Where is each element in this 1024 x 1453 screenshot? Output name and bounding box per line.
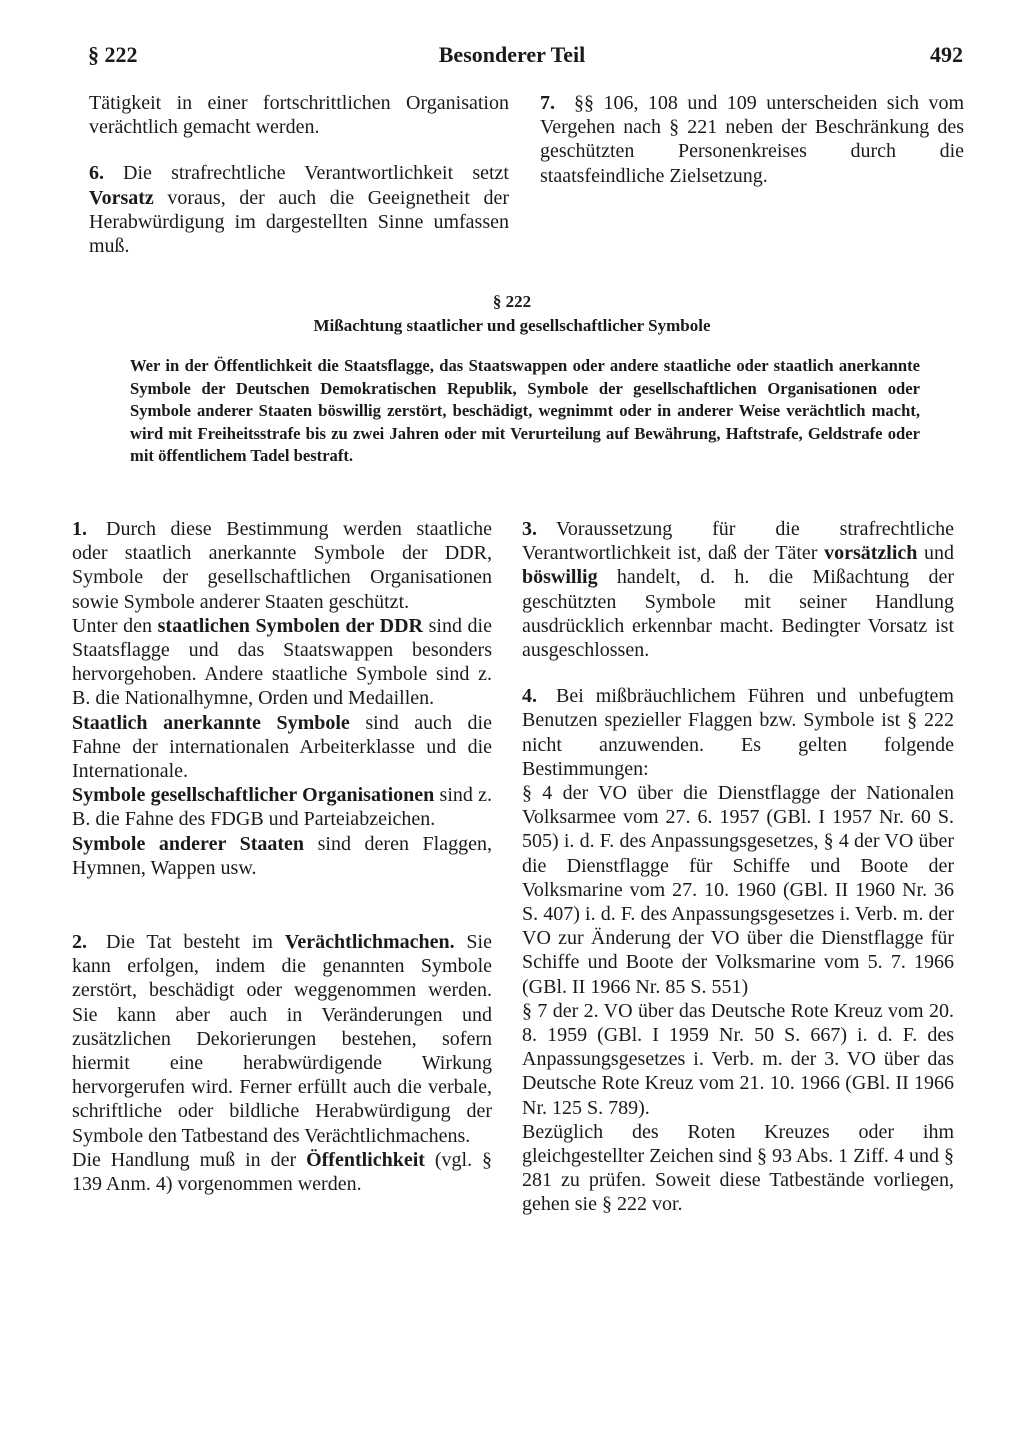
text-emphasis: Staatlich anerkannte Symbole [72, 711, 350, 734]
note-number: 4. [522, 685, 537, 708]
note-text: Bei mißbräuchlichem Führen und unbefugtem Benutzen spezieller Flaggen bzw. Symbole ist § 222 nicht anzuwenden. Es gelten folgende Bestimmungen: [522, 685, 954, 780]
header-section-number: § 222 [88, 42, 138, 67]
text-run: Die Tat besteht im [106, 931, 285, 954]
note-7 [540, 91, 964, 188]
note-paragraph [72, 711, 492, 784]
header-title: Besonderer Teil [438, 42, 586, 67]
law-text: Wer in der Öffentlichkeit die Staatsflagge, das Staatswappen oder andere staatliche oder staatlich anerkannte Symbole der Deutschen Demokratischen Republik, Symbole der gesellschaftlichen Organisationen oder Symbole anderer Staaten böswillig zerstört, beschädigt, wegnimmt oder in anderer Weise verächtlich macht, wird mit Freiheitsstrafe bis zu zwei Jahren oder mit Verurteilung auf Bewährung, Haftstrafe, Geldstrafe oder mit öffentlichem Tadel bestraft. [130, 356, 920, 466]
top-left-column [89, 91, 509, 258]
text-run: Unter den [72, 614, 158, 637]
text-emphasis: vorsätzlich [824, 542, 918, 565]
regulation-reference: Bezüglich des Roten Kreuzes oder ihm gleichgestellter Zeichen sind § 93 Abs. 1 Ziff. 4 und § 281 zu prüfen. Soweit diese Tatbestände vorliegen, gehen sie § 222 vor. [522, 1120, 954, 1216]
text-emphasis: Symbole anderer Staaten [72, 832, 305, 855]
note-number: 6. [89, 162, 104, 185]
text-emphasis: Symbole gesellschaftlicher Organisationen [72, 784, 435, 807]
note-paragraph [72, 832, 492, 880]
law-title: Mißachtung staatlicher und gesellschaftlicher Symbole [313, 316, 711, 335]
note-text: §§ 106, 108 und 109 unterscheiden sich vom Vergehen nach § 221 neben der Beschränkung des geschützten Personenkreises durch die staatsfeindliche Zielsetzung. [540, 92, 964, 187]
text-run: sind z. B. die Fahne des FDGB und Parteiabzeichen. [72, 784, 492, 831]
note-number: 7. [540, 92, 555, 114]
note-6 [89, 161, 509, 258]
note-1 [72, 517, 492, 614]
note-number: 1. [72, 518, 87, 540]
text-run: Sie kann erfolgen, indem die genannten Symbole zerstört, beschädigt oder weggenommen werden. Sie kann aber auch in Veränderungen und zusätzlichen Dekorierungen bestehen, sofern hiermit eine herabwürdigende Wirkung hervorgerufen wird. Ferner erfüllt auch die verbale, schriftliche oder bildliche Herabwürdigung der Symbole den Tatbestand des Verächtlichmachens. [72, 931, 492, 1147]
note-number: 3. [522, 518, 537, 540]
regulation-reference: § 4 der VO über die Dienstflagge der Nationalen Volksarmee vom 27. 6. 1957 (GBl. I 1957 Nr. 60 S. 505) i. d. F. des Anpassungsgesetzes, § 4 der VO über die Dienstflagge für Schiffe und Boote der Volksmarine vom 27. 10. 1960 (GBl. II 1960 Nr. 36 S. 407) i. d. F. des Anpassungsgesetzes i. Verb. m. der VO zur Änderung der VO über die Dienstflagge für Schiffe und Boote der Volksmarine vom 5. 7. 1966 (GBl. II 1966 Nr. 85 S. 551) [522, 782, 954, 998]
page-number: 492 [930, 42, 963, 67]
bottom-left-column [72, 517, 492, 1196]
text-run: und [917, 542, 954, 565]
law-section-number: § 222 [492, 292, 532, 311]
text-run: handelt, d. h. die Mißachtung der geschützten Symbole mit seiner Handlung ausdrücklich erkennbar macht. Bedingter Vorsatz ist ausgeschlossen. [522, 566, 954, 662]
text-emphasis: böswillig [522, 566, 598, 589]
note-paragraph [72, 783, 492, 831]
note-number: 2. [72, 931, 87, 954]
text-emphasis: staatlichen Symbolen der DDR [157, 614, 423, 637]
text-emphasis: Verächtlichmachen. [284, 931, 455, 954]
note-paragraph [72, 614, 492, 711]
note-text: voraus, der auch die Geeignetheit der Herabwürdigung im dargestellten Sinne umfassen muß. [89, 186, 509, 258]
law-heading [0, 290, 1024, 338]
note-paragraph [72, 1148, 492, 1196]
note-4 [522, 684, 954, 781]
text-run: sind die Staatsflagge und das Staatswappen besonders hervorgehoben. Andere staatliche Symbole sind z. B. die Nationalhymne, Orden und Medaillen. [72, 614, 492, 710]
text-run: Voraussetzung für die strafrechtliche Verantwortlichkeit ist, daß der Täter [522, 518, 954, 565]
text-emphasis: Öffentlichkeit [306, 1148, 425, 1171]
text-run: (vgl. § 139 Anm. 4) vorgenommen werden. [72, 1148, 493, 1196]
text-run: sind deren Flaggen, Hymnen, Wappen usw. [72, 832, 492, 879]
regulation-reference: § 7 der 2. VO über das Deutsche Rote Kreuz vom 20. 8. 1959 (GBl. I 1959 Nr. 50 S. 667) i. d. F. des Anpassungsgesetzes i. Verb. m. der 3. VO über das Deutsche Rote Kreuz vom 21. 10. 1966 (GBl. II 1966 Nr. 125 S. 789). [522, 999, 954, 1119]
note-text: Die strafrechtliche Verantwortlichkeit setzt [123, 162, 509, 185]
text-run: sind auch die Fahne der internationalen Arbeiterklasse und die Internationale. [72, 711, 492, 783]
continued-paragraph: Tätigkeit in einer fortschrittlichen Organisation verächtlich gemacht werden. [89, 92, 509, 139]
top-right-column [540, 91, 964, 188]
note-emphasis: Vorsatz [89, 186, 154, 209]
note-2 [72, 930, 492, 1148]
note-3 [522, 517, 954, 662]
bottom-right-column [522, 517, 954, 1217]
note-text: Durch diese Bestimmung werden staatliche oder staatlich anerkannte Symbole der DDR, Symbole der gesellschaftlichen Organisationen sowie Symbole anderer Staaten geschützt. [72, 518, 492, 613]
text-run: Die Handlung muß in der [72, 1148, 307, 1171]
